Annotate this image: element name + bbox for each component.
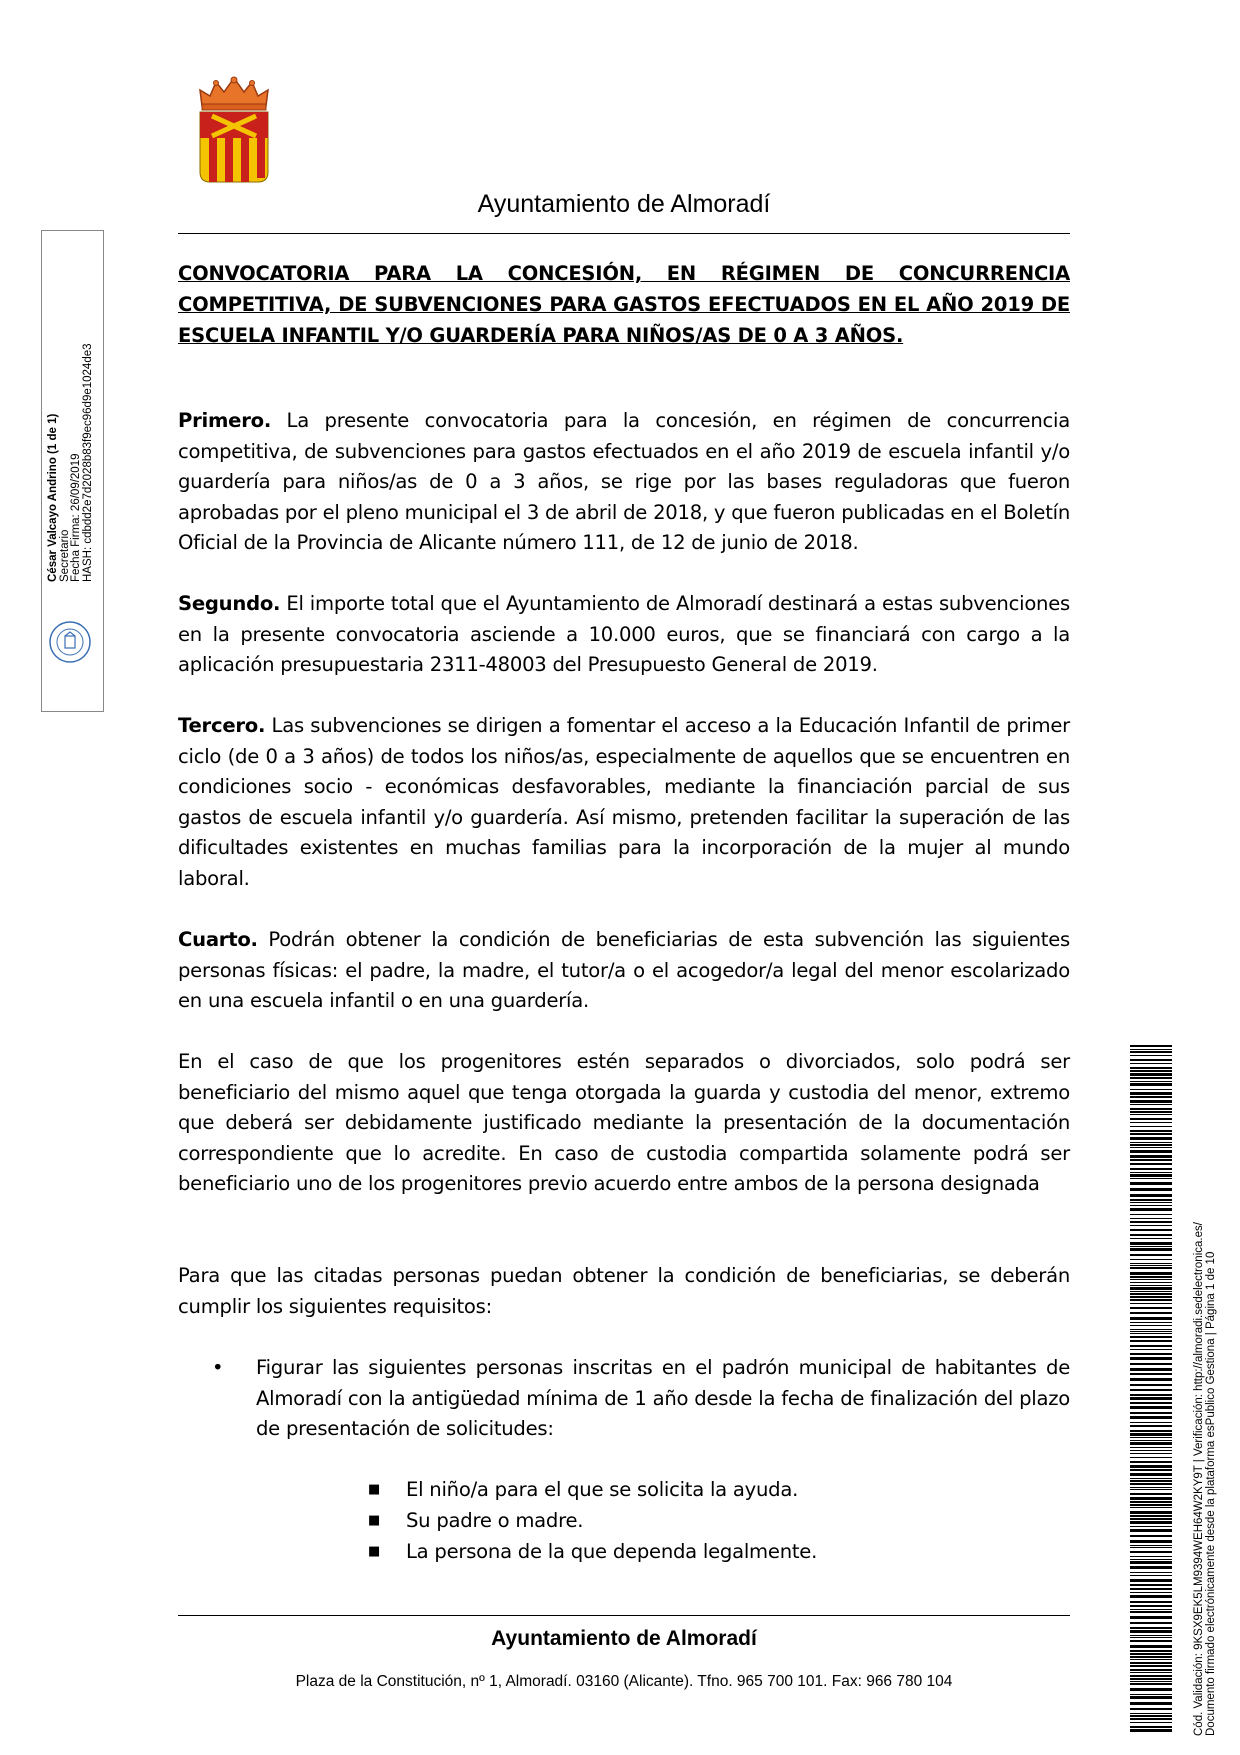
square-bullet-icon: ■ bbox=[368, 1513, 381, 1528]
footer-address: Plaza de la Constitución, nº 1, Almoradí. 03160 (Alicante). Tfno. 965 700 101. Fax: 966 780 104 bbox=[295, 1673, 953, 1690]
signer-name: César Valcayo Andrino (1 de 1) bbox=[47, 413, 59, 582]
square-bullet-icon: ■ bbox=[368, 1544, 381, 1559]
footer-title: Ayuntamiento de Almoradí bbox=[491, 1627, 757, 1650]
paragraph-primero bbox=[178, 406, 1070, 559]
header-title: Ayuntamiento de Almoradí bbox=[477, 190, 771, 218]
cuarto-text: Podrán obtener la condición de beneficiarias de esta subvención las siguientes personas físicas: el padre, la madre, el tutor/a o el acogedor/a legal del menor escolarizado en una escuela infantil o en una guardería. bbox=[178, 928, 1070, 1012]
segundo-text: El importe total que el Ayuntamiento de Almoradí destinará a estas subvenciones en la presente convocatoria asciende a 10.000 euros, que se financiará con cargo a la aplicación presupuestaria 2311-48003 del Presupuesto General de 2019. bbox=[178, 592, 1070, 676]
footer-divider bbox=[178, 1615, 1070, 1616]
verification-code: Cód. Validación: 9KSX9EK5LM9394WEH64W2KY9T | Verificación: http://almoradi.sedelectronica.es/ bbox=[1193, 1222, 1205, 1736]
tercero-text: Las subvenciones se dirigen a fomentar el acceso a la Educación Infantil de primer ciclo (de 0 a 3 años) de todos los niños/as, especialmente de aquellos que se encuentren en condiciones socio - económicas desfavorables, mediante la financiación parcial de sus gastos de escuela infantil y/o guardería. Así mismo, pretenden facilitar la superación de las dificultades existentes en muchas familias para la incorporación de la mujer al mundo laboral. bbox=[178, 714, 1070, 890]
paragraph-tercero bbox=[178, 711, 1070, 894]
segundo-label: Segundo. bbox=[178, 592, 281, 615]
paragraph-requisitos: Para que las citadas personas puedan obtener la condición de beneficiarias, se deberán cumplir los siguientes requisitos: bbox=[178, 1264, 1070, 1318]
verification-text bbox=[1193, 1036, 1217, 1736]
primero-label: Primero. bbox=[178, 409, 272, 432]
bullet-icon: • bbox=[212, 1356, 224, 1379]
requirement-text: Figurar las siguientes personas inscritas en el padrón municipal de habitantes de Almoradí con la antigüedad mínima de 1 año desde la fecha de finalización del plazo de presentación de solicitudes: bbox=[256, 1356, 1070, 1440]
document-title: CONVOCATORIA PARA LA CONCESIÓN, EN RÉGIMEN DE CONCURRENCIA COMPETITIVA, DE SUBVENCIONES PARA GASTOS EFECTUADOS EN EL AÑO 2019 DE ESCUELA INFANTIL Y/O GUARDERÍA PARA NIÑOS/AS DE 0 A 3 AÑOS. bbox=[178, 262, 1070, 347]
sub-item-text: La persona de la que dependa legalmente. bbox=[406, 1540, 818, 1563]
paragraph-segundo bbox=[178, 589, 1070, 681]
paragraph-cuarto bbox=[178, 925, 1070, 1017]
signature-date: Fecha Firma: 26/09/2019 bbox=[70, 453, 82, 582]
municipal-seal-icon bbox=[48, 620, 92, 664]
signature-hash: HASH: cdbdd2e7d2028b83f9ec96d9e1024de3 bbox=[81, 343, 94, 582]
primero-text: La presente convocatoria para la concesión, en régimen de concurrencia competitiva, de subvenciones para gastos efectuados en el año 2019 de escuela infantil y/o guardería para niños/as de 0 a 3 años, se rige por las bases reguladoras que fueron aprobadas por el pleno municipal el 3 de abril de 2018, y que fueron publicadas en el Boletín Oficial de la Provincia de Alicante número 111, de 12 de junio de 2018. bbox=[178, 409, 1070, 554]
coat-of-arms-logo bbox=[196, 76, 272, 186]
paragraph-separados: En el caso de que los progenitores estén separados o divorciados, solo podrá ser beneficiario del mismo aquel que tenga otorgada la guarda y custodia del menor, extremo que deberá ser debidamente justificado mediante la presentación de la documentación correspondiente que lo acredite. En caso de custodia compartida solamente podrá ser beneficiario uno de los progenitores previo acuerdo entre ambos de la persona designada bbox=[178, 1050, 1070, 1195]
signature-text bbox=[48, 82, 94, 582]
sub-item-text: Su padre o madre. bbox=[406, 1509, 584, 1532]
cuarto-label: Cuarto. bbox=[178, 928, 258, 951]
verification-platform: Documento firmado electrónicamente desde la plataforma esPublico Gestiona | Página 1 de 10 bbox=[1205, 1251, 1217, 1736]
tercero-label: Tercero. bbox=[178, 714, 266, 737]
signer-role: Secretario bbox=[58, 529, 71, 582]
square-bullet-icon: ■ bbox=[368, 1482, 381, 1497]
sub-item-text: El niño/a para el que se solicita la ayuda. bbox=[406, 1478, 799, 1501]
header-divider bbox=[178, 233, 1070, 234]
